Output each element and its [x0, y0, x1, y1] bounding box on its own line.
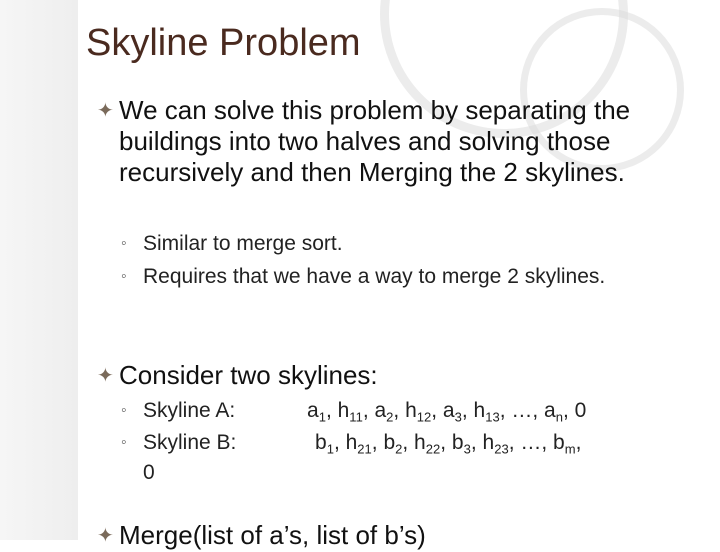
sub-bullet-text: Similar to merge sort. — [143, 232, 343, 255]
bullet-marker-icon: ✦ — [97, 100, 114, 122]
left-decorative-bar — [0, 0, 78, 540]
bullet-separate-halves — [97, 95, 679, 188]
sub-bullet-skyline-b — [121, 428, 303, 488]
sub-bullet-marker-icon: ◦ — [121, 434, 127, 451]
skyline-b-sequence: $b_1$, $h_{21}$, $b_2$, $h_{22}$, $b_3$, $h_{23}$, …, $b_m$, — [315, 431, 582, 457]
sub-bullet-marker-icon: ◦ — [121, 235, 127, 252]
bullet-consider-two-skylines — [97, 360, 679, 391]
bullet-text: Consider two skylines: — [119, 360, 378, 390]
sub-bullet-marker-icon: ◦ — [121, 268, 127, 285]
bullet-text: We can solve this problem by separating the buildings into two halves and solving those recursively and then Merging the 2 skylines. — [119, 95, 631, 187]
bullet-marker-icon: ✦ — [97, 365, 114, 387]
skyline-b-label: Skyline B: — [143, 431, 237, 454]
sub-bullet-text: Requires that we have a way to merge 2 skylines. — [143, 265, 606, 288]
bullet-merge-call — [97, 520, 679, 551]
bullet-marker-icon: ✦ — [97, 525, 114, 547]
slide-title: Skyline Problem — [86, 22, 361, 64]
skyline-a-sequence: $a_1$, $h_{11}$, $a_2$, $h_{12}$, $a_3$, $h_{13}$, …, $a_n$, 0 — [307, 399, 587, 425]
skyline-a-label: Skyline A: — [143, 399, 236, 422]
sub-bullet-marker-icon: ◦ — [121, 402, 127, 419]
sub-bullet-requires-merge — [121, 262, 643, 292]
sub-bullet-merge-sort — [121, 229, 643, 259]
sub-bullet-skyline-a — [121, 396, 303, 426]
bullet-text: Merge(list of a’s, list of b’s) — [119, 520, 426, 550]
skyline-b-tail: 0 — [143, 461, 155, 484]
